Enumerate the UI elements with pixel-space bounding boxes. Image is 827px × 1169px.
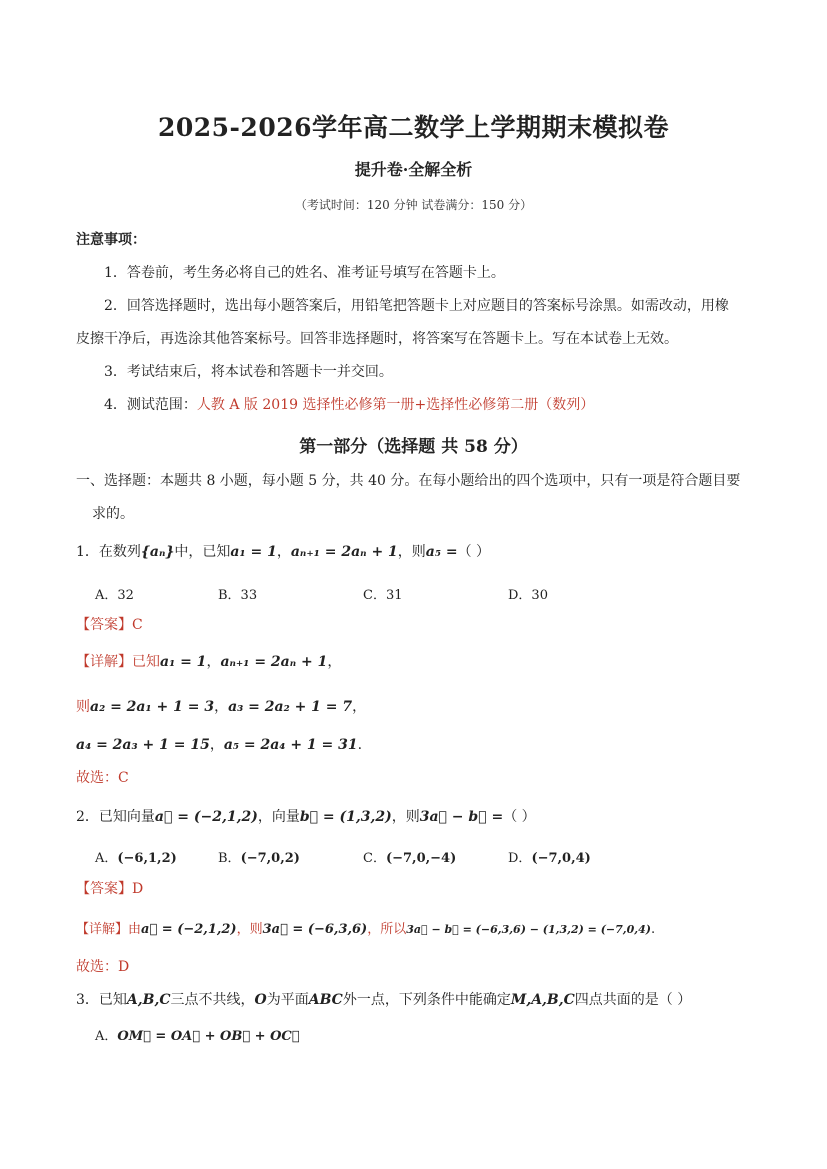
q2-answer-label: 【答案】 (76, 881, 132, 897)
exam-meta: （考试时间：120 分钟 试卷满分：150 分） (294, 198, 533, 212)
q1-line3-sep: ， (209, 737, 224, 753)
q2-text-c: ，则 (391, 809, 420, 825)
q1-answer-label: 【答案】 (76, 617, 132, 633)
q1-condition-2: aₙ₊₁ = 2aₙ + 1 (290, 544, 398, 560)
q1-detail-end: ， (327, 654, 342, 670)
q1-sequence: {aₙ} (140, 544, 175, 560)
q2-option-d-label: D． (508, 851, 532, 866)
section-1-intro-line-2: 求的。 (92, 506, 134, 522)
q1-detail-cond-1: a₁ = 1 (160, 654, 207, 670)
q3-point-o: O (254, 992, 267, 1008)
notice-item-1: 1．答卷前，考生务必将自己的姓名、准考证号填写在答题卡上。 (104, 265, 505, 281)
notice-heading: 注意事项： (76, 232, 146, 248)
q1-option-a: A．32 (95, 588, 134, 603)
q2-detail-math-1: a⃗ = (−2,1,2) (141, 922, 237, 937)
q1-target: a₅ = (425, 544, 458, 560)
notice-item-2-line-2: 皮擦干净后，再选涂其他答案标号。回答非选择题时，将答案写在答题卡上。写在本试卷上无效。 (76, 331, 678, 347)
q2-answer-value: D (132, 881, 144, 897)
q1-line2-prefix: 则 (76, 699, 90, 715)
question-3-stem (76, 990, 691, 1010)
q2-option-a (95, 847, 177, 866)
q3-text-b: 三点不共线， (170, 992, 255, 1008)
q1-detail-sep: ， (206, 654, 221, 670)
q1-choose: 故选：C (76, 770, 129, 786)
test-scope: 人教 A 版 2019 选择性必修第一册+选择性必修第二册（数列） (196, 397, 595, 413)
q1-detail-cond-2: aₙ₊₁ = 2aₙ + 1 (220, 654, 328, 670)
q2-option-c-label: C． (363, 851, 386, 866)
q1-option-d: D．30 (508, 588, 548, 603)
q2-option-b-value: (−7,0,2) (240, 851, 300, 866)
q2-option-a-label: A． (95, 851, 118, 866)
q2-vector-a: a⃗ = (−2,1,2) (154, 809, 258, 825)
q1-option-b: B．33 (218, 588, 258, 603)
q3-option-a (95, 1025, 300, 1044)
q3-text-a: 3．已知 (76, 992, 127, 1008)
q1-detail-line-1 (76, 652, 341, 672)
q2-detail-label: 【详解】 (76, 922, 129, 937)
q1-line3-b: a₅ = 2a₄ + 1 = 31 (223, 737, 358, 753)
q3-points-4: M,A,B,C (510, 992, 575, 1008)
q3-option-a-label: A． (95, 1029, 118, 1044)
q2-vector-b: b⃗ = (1,3,2) (299, 809, 392, 825)
q2-detail-c: ，所以 (367, 922, 407, 937)
q2-target: 3a⃗ − b⃗ = (419, 809, 504, 825)
q2-detail-end: . (650, 922, 656, 937)
page-title: 2025-2026学年高二数学上学期期末模拟卷 (157, 113, 670, 142)
notice-item-3: 3．考试结束后，将本试卷和答题卡一并交回。 (104, 364, 393, 380)
q2-text-a: 2．已知向量 (76, 809, 155, 825)
q1-text-d: （ ） (457, 544, 491, 560)
q1-line2-end: ， (352, 699, 367, 715)
notice-item-2-line-1: 2．回答选择题时，选出每小题答案后，用铅笔把答题卡上对应题目的答案标号涂黑。如需改动，用橡 (104, 298, 729, 314)
q1-detail-line-2 (76, 697, 366, 717)
q2-option-d-value: (−7,0,4) (531, 851, 591, 866)
q3-plane: ABC (308, 992, 343, 1008)
q2-option-c (363, 847, 456, 866)
q1-line2-a: a₂ = 2a₁ + 1 = 3 (90, 699, 215, 715)
question-1-stem (76, 542, 490, 562)
q2-detail-b: ，则 (236, 922, 263, 937)
q2-detail (76, 920, 655, 940)
section-1-title: 第一部分（选择题 共 58 分） (299, 437, 528, 457)
q1-answer (76, 615, 143, 635)
notice-item-4-prefix: 4．测试范围： (104, 397, 197, 413)
question-2-stem (76, 807, 536, 827)
q1-text-c: ，则 (397, 544, 426, 560)
q2-answer (76, 879, 143, 899)
q3-points: A,B,C (126, 992, 171, 1008)
q1-separator: ， (276, 544, 291, 560)
q3-text-c: 为平面 (266, 992, 309, 1008)
section-1-intro-line-1: 一、选择题：本题共 8 小题，每小题 5 分，共 40 分。在每小题给出的四个选项中，只有一项是符合题目要 (76, 473, 741, 489)
q2-option-d (508, 847, 591, 866)
q2-choose: 故选：D (76, 959, 130, 975)
notice-item-4 (104, 395, 594, 415)
q3-option-a-value: OM⃗ = OA⃗ + OB⃗ + OC⃗ (117, 1029, 300, 1044)
q1-detail-line-3 (76, 735, 362, 755)
q1-text-b: 中，已知 (174, 544, 231, 560)
q1-line2-b: a₃ = 2a₂ + 1 = 7 (228, 699, 353, 715)
q1-answer-value: C (132, 617, 143, 633)
q2-text-b: ，向量 (257, 809, 300, 825)
q2-option-b-label: B． (218, 851, 241, 866)
q2-text-d: （ ） (503, 809, 536, 825)
q2-option-a-value: (−6,1,2) (117, 851, 177, 866)
q1-condition-1: a₁ = 1 (230, 544, 277, 560)
q2-option-c-value: (−7,0,−4) (385, 851, 457, 866)
q2-detail-math-3: 3a⃗ − b⃗ = (−6,3,6) − (1,3,2) = (−7,0,4) (406, 923, 651, 936)
q1-line3-a: a₄ = 2a₃ + 1 = 15 (76, 737, 210, 753)
q1-option-c: C．31 (363, 588, 403, 603)
q3-text-e: 四点共面的是（ ） (574, 992, 692, 1008)
q2-detail-math-2: 3a⃗ = (−6,3,6) (262, 922, 368, 937)
q3-text-d: 外一点，下列条件中能确定 (342, 992, 511, 1008)
page-subtitle: 提升卷·全解全析 (354, 160, 473, 179)
q1-detail-label: 【详解】 (76, 654, 132, 670)
q2-detail-a: 由 (128, 922, 142, 937)
q1-line2-sep: ， (214, 699, 229, 715)
q2-option-b (218, 847, 300, 866)
q1-line3-end: . (357, 737, 363, 753)
q1-detail-intro: 已知 (132, 654, 160, 670)
q1-text-a: 1．在数列 (76, 544, 141, 560)
